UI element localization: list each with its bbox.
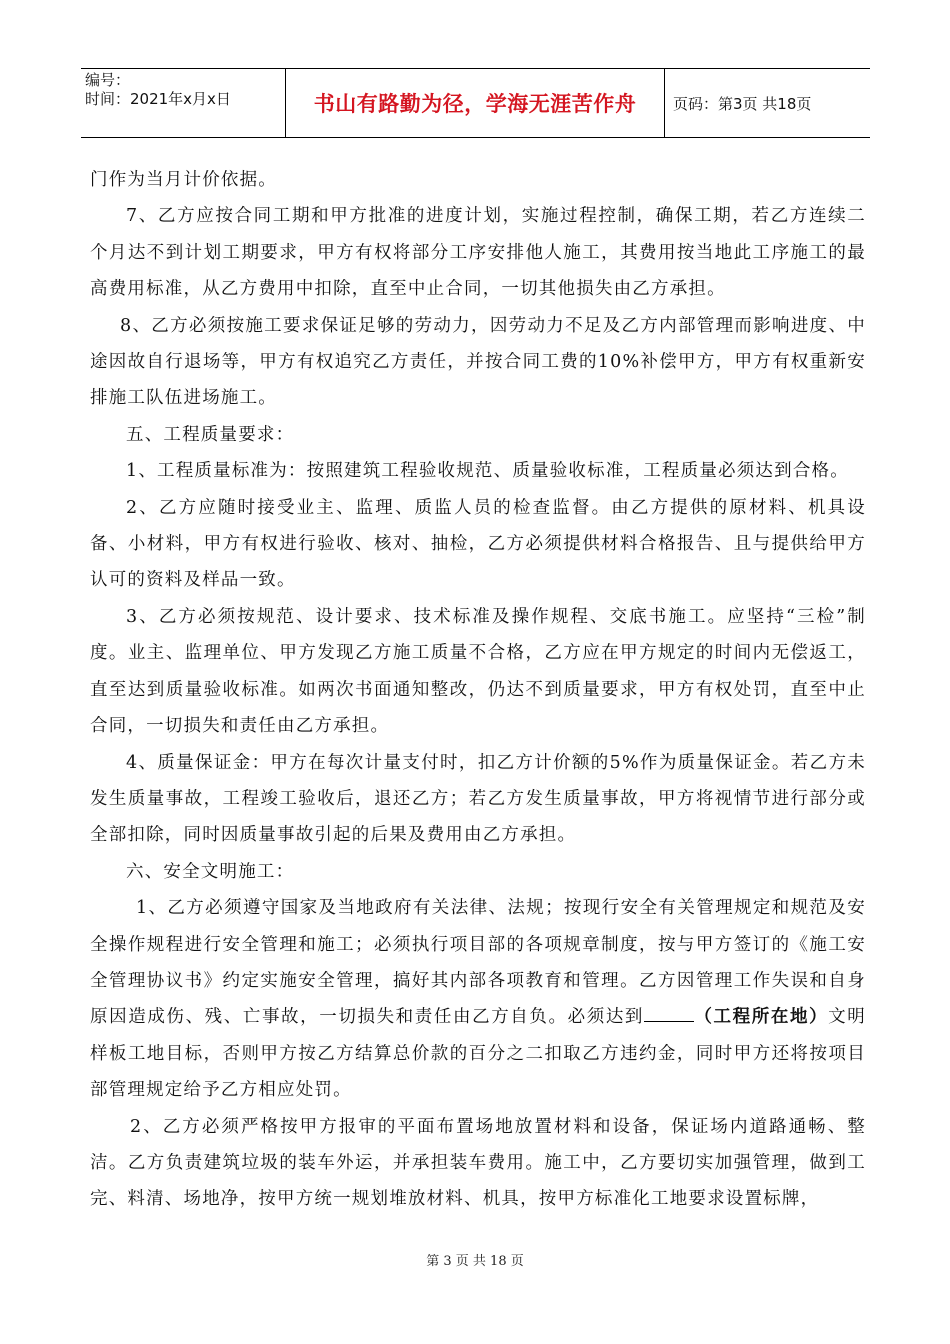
document-body xyxy=(90,162,866,1218)
paragraph: 2、乙方应随时接受业主、监理、质监人员的检查监督。由乙方提供的原材料、机具设备、小材料，甲方有权进行验收、核对、抽检，乙方必须提供材料合格报告、且与提供给甲方认可的资料及样品一致。 xyxy=(90,497,866,591)
paragraph-text: 1、乙方必须遵守国家及当地政府有关法律、法规；按现行安全有关管理规定和规范及安全操作规程进行安全管理和施工；必须执行项目部的各项规章制度，按与甲方签订的《施工安全管理协议书》约定实施安全管理，搞好其内部各项教育和管理。乙方因管理工作失误和自身原因造成伤、残、亡事故，一切损失和责任由乙方自负。必须达到 xyxy=(90,898,866,1028)
paragraph: 1、工程质量标准为：按照建筑工程验收规范、质量验收标准，工程质量必须达到合格。 xyxy=(126,461,849,482)
paragraph: 门作为当月计价依据。 xyxy=(90,170,277,190)
paragraph xyxy=(90,890,866,1108)
paragraph: 3、乙方必须按规范、设计要求、技术标准及操作规程、交底书施工。应坚持“三检”制度。业主、监理单位、甲方发现乙方施工质量不合格，乙方应在甲方规定的时间内无偿返工，直至达到质量验收标准。如两次书面通知整改，仍达不到质量要求，甲方有权处罚，直至中止合同，一切损失和责任由乙方承担。 xyxy=(90,606,866,737)
paragraph-text: 文明样板工地目标，否则甲方按乙方结算总价款的百分之二扣取乙方违约金，同时甲方还将按项目部管理规定给予乙方相应处罚。 xyxy=(90,1007,866,1101)
paragraph: 2、乙方必须严格按甲方报审的平面布置场地放置材料和设备，保证场内道路通畅、整洁。乙方负责建筑垃圾的装车外运，并承担装车费用。施工中，乙方要切实加强管理，做到工完、料清、场地净，按甲方统一规划堆放材料、机具，按甲方标准化工地要求设置标牌， xyxy=(90,1116,866,1210)
paragraph: 7、乙方应按合同工期和甲方批准的进度计划，实施过程控制，确保工期，若乙方连续二个月达不到计划工期要求，甲方有权将部分工序安排他人施工，其费用按当地此工序施工的最高费用标准，从乙方费用中扣除，直至中止合同，一切其他损失由乙方承担。 xyxy=(90,206,866,300)
header-motto: 书山有路勤为径，学海无涯苦作舟 xyxy=(286,69,665,137)
doc-date-label: 时间：2021年x月x日 xyxy=(85,90,231,108)
doc-number-label: 编号： xyxy=(85,71,131,89)
header-meta xyxy=(81,69,286,137)
paragraph: 8、乙方必须按施工要求保证足够的劳动力，因劳动力不足及乙方内部管理而影响进度、中途因故自行退场等，甲方有权追究乙方责任，并按合同工费的10%补偿甲方，甲方有权重新安排施工队伍进场施工。 xyxy=(90,315,866,409)
paragraph: 4、质量保证金：甲方在每次计量支付时，扣乙方计价额的5%作为质量保证金。若乙方未发生质量事故，工程竣工验收后，退还乙方；若乙方发生质量事故，甲方将视情节进行部分或全部扣除，同时因质量事故引起的后果及费用由乙方承担。 xyxy=(90,752,866,846)
section-heading: 五、工程质量要求： xyxy=(126,424,295,445)
page-footer: 第 3 页 共 18 页 xyxy=(426,1254,524,1269)
header-page-info: 页码：第3页 共18页 xyxy=(673,94,812,113)
bold-placeholder: （工程所在地） xyxy=(694,1007,829,1028)
fill-in-blank xyxy=(644,1003,694,1022)
document-header xyxy=(81,68,870,138)
section-heading: 六、安全文明施工： xyxy=(126,861,295,882)
